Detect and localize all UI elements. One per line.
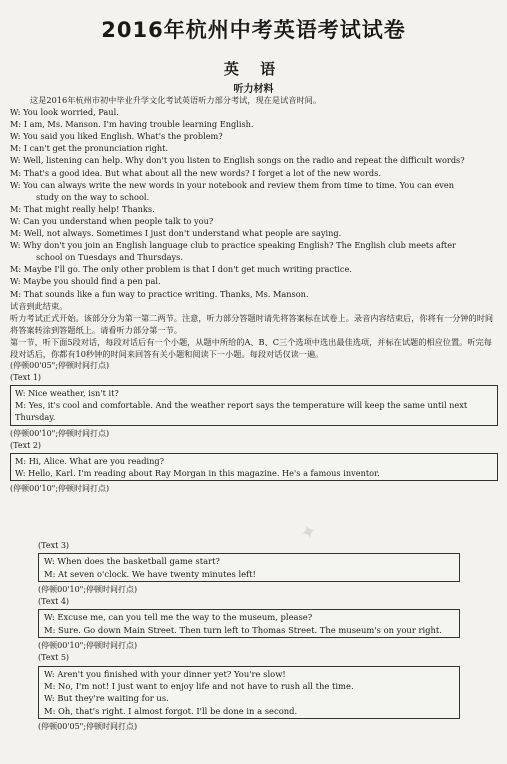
intro-line: 这是2016年杭州市初中毕业升学文化考试英语听力部分考试，现在是试音时间。: [30, 95, 322, 105]
test-end-line: 试音到此结束。: [10, 300, 68, 311]
dialogue-line: M: No, I'm not! I just want to enjoy life and not have to rush all the time.: [44, 680, 354, 691]
dialogue-line: W: When does the basketball game start?: [44, 556, 220, 567]
pause-note: (停顿00'10";停顿时间打点): [38, 641, 138, 651]
dialogue-line: M: I am, Ms. Manson. I'm having trouble learning English.: [10, 119, 254, 130]
dialogue-line: W: You can always write the new words in your notebook and review them from time to time. You can even: [10, 179, 455, 190]
dialogue-line: M: That might really help! Thanks.: [10, 203, 155, 214]
dialogue-line: study on the way to school.: [36, 191, 150, 202]
instructions-part-2: 第一节，听下面5段对话，每段对话后有一个小题，从题中所给的A、B、C三个选项中选出最佳选项，并标在试题的相应位置。听完每段对话后，你都有10秒钟的时间来回答有关小题和阅读下一小题。每段对话仅读一遍。: [10, 336, 492, 359]
dialogue-line: M: I can't get the pronunciation right.: [10, 143, 169, 154]
page-title: 2016年杭州中考英语考试试卷: [101, 18, 406, 42]
dialogue-line: W: Why don't you join an English language club to practice speaking English? The English club meets after: [10, 240, 456, 251]
text-label: (Text 1): [10, 373, 42, 383]
dialogue-line: M: Maybe I'll go. The only other problem is that I don't get much writing practice.: [10, 264, 352, 275]
practice-dialogue: [10, 106, 498, 300]
dialogue-line: W: But they're waiting for us.: [44, 693, 169, 704]
listening-script: [10, 94, 498, 495]
dialogue-line: M: Hi, Alice. What are you reading?: [15, 455, 165, 466]
dialogue-line: M: Well, not always. Sometimes I just don't understand what people are saying.: [10, 228, 342, 239]
dialogue-line: W: Well, listening can help. Why don't you listen to English songs on the radio and repeat the difficult words?: [10, 155, 465, 166]
dialogue-box: [38, 553, 460, 582]
watermark: ✦: [296, 517, 321, 547]
lower-texts: [38, 540, 460, 733]
dialogue-box: [38, 609, 460, 638]
dialogue-line: W: You said you liked English. What's the problem?: [10, 131, 223, 142]
dialogue-line: W: Can you understand when people talk to you?: [10, 215, 214, 226]
dialogue-line: M: Oh, that's right. I almost forgot. I'll be done in a second.: [44, 705, 298, 716]
pause-note: (停顿00'10";停顿时间打点): [10, 483, 110, 493]
dialogue-line: M: That sounds like a fun way to practice writing. Thanks, Ms. Manson.: [10, 288, 309, 299]
dialogue-box: [10, 385, 498, 425]
dialogue-box: [10, 453, 498, 481]
text-label: (Text 5): [38, 653, 70, 663]
text-label: (Text 3): [38, 541, 70, 550]
pause-note: (停顿00'10";停顿时间打点): [38, 584, 138, 594]
dialogue-line: W: Hello, Karl. I'm reading about Ray Morgan in this magazine. He's a famous inventor.: [15, 467, 380, 478]
subject-heading: 英 语: [223, 60, 284, 78]
dialogue-line: W: Nice weather, isn't it?: [15, 388, 119, 399]
dialogue-line: M: That's a good idea. But what about all the new words? I forget a lot of the new words.: [10, 167, 381, 178]
dialogue-line: M: Sure. Go down Main Street. Then turn left to Thomas Street. The museum's on your right.: [44, 624, 442, 635]
dialogue-box: [38, 666, 460, 719]
dialogue-line: W: Aren't you finished with your dinner yet? You're slow!: [44, 668, 286, 679]
text-label: (Text 2): [10, 440, 42, 450]
dialogue-line: school on Tuesdays and Thursdays.: [36, 252, 183, 263]
dialogue-line: M: Yes, it's cool and comfortable. And the weather report says the temperature will keep the same until next Thursday.: [15, 400, 468, 423]
pause-note: (停顿00'10";停顿时间打点): [10, 428, 110, 438]
section-heading: 听力材料: [233, 84, 274, 95]
dialogue-line: W: Excuse me, can you tell me the way to the museum, please?: [44, 612, 313, 623]
dialogue-line: W: Maybe you should find a pen pal.: [10, 276, 161, 287]
text-label: (Text 4): [38, 597, 70, 607]
pause-note: (停顿00'05";停顿时间打点): [38, 721, 138, 731]
upper-texts: [10, 372, 498, 495]
instructions-part-1: 听力考试正式开始。该部分分为第一第二两节。注意，听力部分答题时请先将答案标在试卷上。录音内容结束后，你将有一分钟的时间将答案转涂到答题纸上。请看听力部分第一节。: [10, 312, 494, 335]
dialogue-line: M: At seven o'clock. We have twenty minutes left!: [44, 568, 256, 579]
dialogue-line: W: You look worried, Paul.: [10, 107, 119, 118]
pause-note: (停顿00'05";停顿时间打点): [10, 361, 110, 371]
